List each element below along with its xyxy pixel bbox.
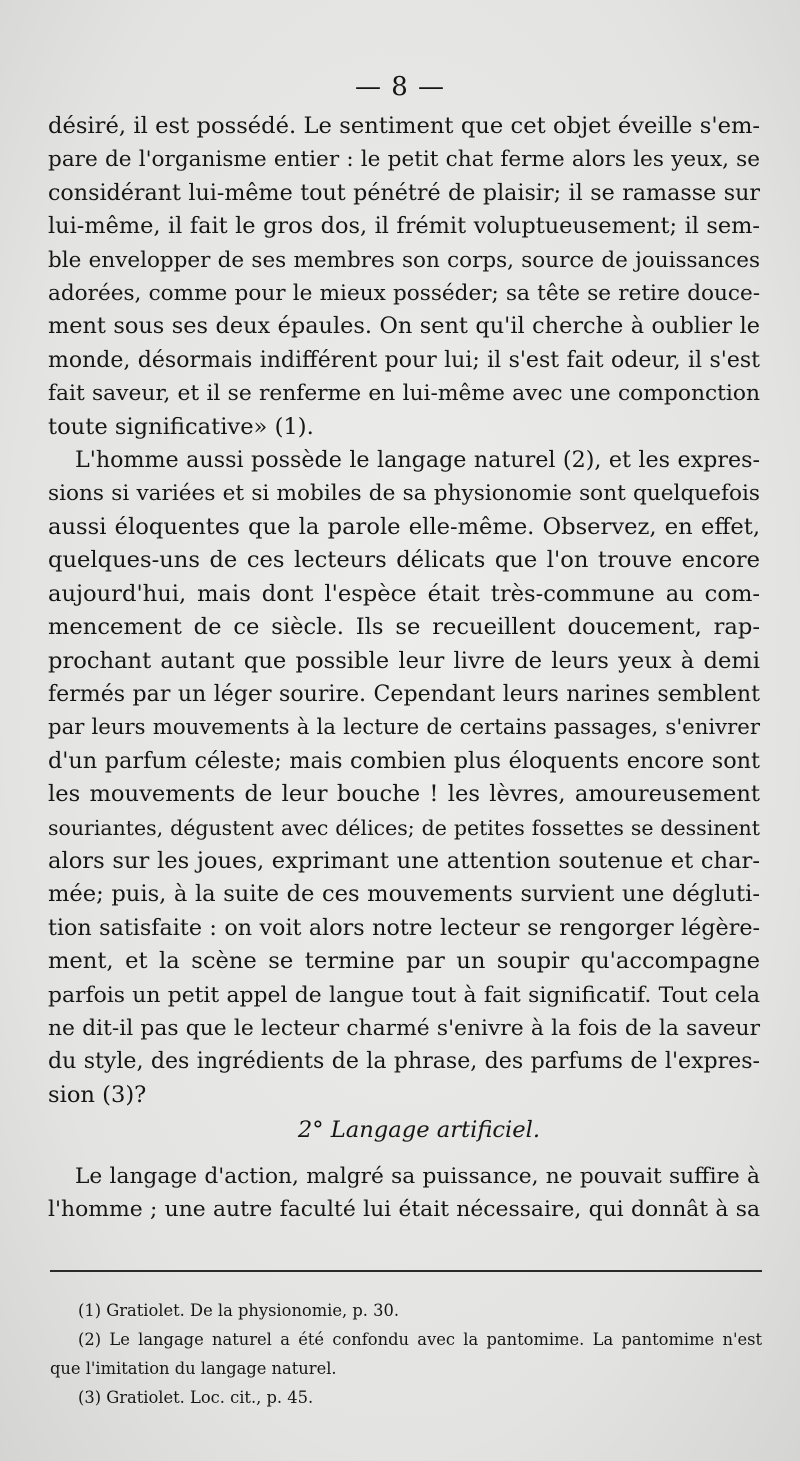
text-line: d'un parfum céleste; mais combien plus éloquents encore sont — [48, 747, 760, 774]
text-line: quelques-uns de ces lecteurs délicats que l'on trouve encore — [48, 547, 760, 574]
paragraph-3 — [48, 1160, 760, 1227]
text-line: lui-même, il fait le gros dos, il frémit voluptueusement; il sem- — [48, 213, 760, 240]
text-line: fait saveur, et il se renferme en lui-même avec une componction — [48, 381, 760, 407]
text-line: souriantes, dégustent avec délices; de petites fossettes se dessinent — [48, 815, 760, 840]
page-number: — 8 — — [354, 72, 446, 102]
text-line: désiré, il est possédé. Le sentiment que cet objet éveille s'em- — [48, 113, 760, 139]
text-line: tion satisfaite : on voit alors notre lecteur se rengorger légère- — [48, 914, 760, 941]
paragraph-1 — [48, 110, 760, 444]
footnote-2-continued: que l'imitation du langage naturel. — [50, 1359, 337, 1378]
text-line: considérant lui-même tout pénétré de plaisir; il se ramasse sur — [48, 179, 760, 206]
paragraph-2 — [48, 444, 760, 1112]
text-line: ne dit-il pas que le lecteur charmé s'enivre à la fois de la saveur — [48, 1015, 760, 1041]
text-line: prochant autant que possible leur livre de leurs yeux à demi — [48, 647, 760, 674]
text-line: fermés par un léger sourire. Cependant leurs narines semblent — [48, 681, 760, 707]
text-line: Le langage d'action, malgré sa puissance, ne pouvait suffire à — [75, 1163, 760, 1189]
text-line: sions si variées et si mobiles de sa physionomie sont quelquefois — [48, 481, 760, 507]
section-heading: 2° Langage artificiel. — [297, 1117, 541, 1144]
footnote-1: (1) Gratiolet. De la physionomie, p. 30. — [78, 1301, 400, 1320]
text-line: mée; puis, à la suite de ces mouvements survient une dégluti- — [48, 881, 760, 908]
body-text — [48, 110, 760, 1226]
text-line: alors sur les joues, exprimant une attention soutenue et char- — [48, 847, 760, 874]
text-line: parfois un petit appel de langue tout à fait significatif. Tout cela — [48, 982, 760, 1008]
text-line: par leurs mouvements à la lecture de certains passages, s'enivrer — [48, 715, 760, 741]
text-line: ble envelopper de ses membres son corps, source de jouissances — [48, 247, 760, 273]
text-line: les mouvements de leur bouche ! les lèvres, amoureusement — [48, 781, 760, 808]
text-line: l'homme ; une autre faculté lui était nécessaire, qui donnât à sa — [48, 1197, 760, 1222]
footnotes — [50, 1296, 762, 1412]
text-line: aussi éloquentes que la parole elle-même. Observez, en effet, — [48, 513, 760, 540]
text-line: ment, et la scène se termine par un soupir qu'accompagne — [48, 948, 760, 975]
footnote-3: (3) Gratiolet. Loc. cit., p. 45. — [78, 1388, 314, 1407]
text-line: sion (3)? — [48, 1081, 147, 1108]
text-line: pare de l'organisme entier : le petit chat ferme alors les yeux, se — [48, 147, 760, 173]
text-line: monde, désormais indifférent pour lui; il s'est fait odeur, il s'est — [48, 347, 760, 373]
text-line: ment sous ses deux épaules. On sent qu'il cherche à oublier le — [48, 313, 760, 340]
text-line: mencement de ce siècle. Ils se recueillent doucement, rap- — [48, 614, 760, 641]
text-line: aujourd'hui, mais dont l'espèce était très-commune au com- — [48, 580, 760, 607]
text-line: toute significative» (1). — [48, 413, 314, 440]
text-line: du style, des ingrédients de la phrase, des parfums de l'expres- — [48, 1049, 760, 1075]
text-line: adorées, comme pour le mieux posséder; sa tête se retire douce- — [48, 281, 760, 307]
text-line: L'homme aussi possède le langage naturel (2), et les expres- — [75, 447, 760, 474]
footnote-rule — [50, 1270, 762, 1272]
footnote-2: (2) Le langage naturel a été confondu avec la pantomime. La pantomime n'est — [78, 1330, 762, 1349]
